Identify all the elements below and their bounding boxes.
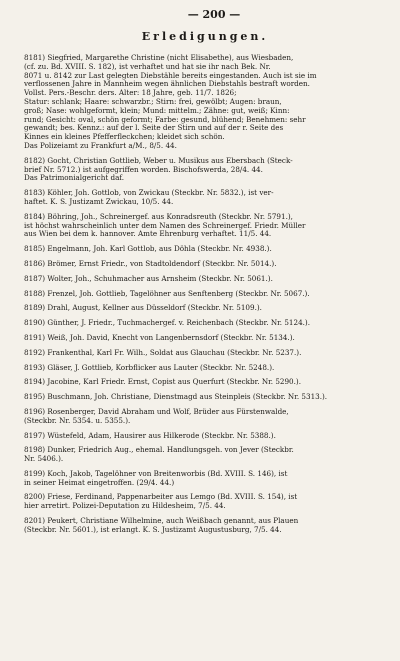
entry-line: verflossenen Jahre in Mannheim wegen ähnlichen Diebstahls bestraft worden.	[24, 80, 310, 89]
entry-line: 8188) Frenzel, Joh. Gottlieb, Tagelöhner aus Senftenberg (Steckbr. Nr. 5067.).	[24, 289, 310, 298]
entry-line: haftet. K. S. Justizamt Zwickau, 10/5. 44.	[24, 197, 174, 206]
entry-line: 8186) Brömer, Ernst Friedr., von Stadtoldendorf (Steckbr. Nr. 5014.).	[24, 259, 277, 268]
entry-line: 8190) Günther, J. Friedr., Tuchmachergef. v. Reichenbach (Steckbr. Nr. 5124.).	[24, 319, 311, 328]
entry-list	[24, 54, 386, 535]
entry-line: in seiner Heimat eingetroffen. (29/4. 44.)	[24, 478, 175, 487]
entry-item	[24, 432, 386, 441]
entry-item	[24, 393, 386, 402]
entry-line: 8194) Jacobine, Karl Friedr. Ernst, Copist aus Querfurt (Steckbr. Nr. 5290.).	[24, 378, 301, 387]
entry-line: ist höchst wahrscheinlich unter dem Namen des Schreinergef. Friedr. Müller	[24, 221, 306, 230]
entry-line: 8187) Wolter, Joh., Schuhmacher aus Arnsheim (Steckbr. Nr. 5061.).	[24, 274, 273, 283]
entry-line: 8189) Drahl, August, Kellner aus Düsseldorf (Steckbr. Nr. 5109.).	[24, 304, 262, 313]
entry-line: 8184) Böhring, Joh., Schreinergef. aus Konradsreuth (Steckbr. Nr. 5791.),	[24, 212, 293, 221]
entry-line: Nr. 5406.).	[24, 455, 64, 464]
entry-line: 8193) Gläser, J. Gottlieb, Korbflicker aus Lauter (Steckbr. Nr. 5248.).	[24, 363, 275, 372]
entry-item	[24, 245, 386, 254]
entry-line: 8071 u. 8142 zur Last gelegten Diebstähle bereits eingestanden. Auch ist sie im	[24, 71, 317, 80]
entry-line: 8199) Koch, Jakob, Tagelöhner von Breitenworbis (Bd. XVIII. S. 146), ist	[24, 469, 288, 478]
entry-line: Statur: schlank; Haare: schwarzbr.; Stirn: frei, gewölbt; Augen: braun,	[24, 97, 282, 106]
entry-line: gewandt; bes. Kennz.: auf der l. Seite der Stirn und auf der r. Seite des	[24, 124, 284, 133]
entry-line: Kinnes ein kleines Pfefferfleckchen; kleidet sich schön.	[24, 133, 225, 142]
entry-item	[24, 364, 386, 373]
entry-line: groß; Nase: wohlgeformt, klein; Mund: mittelm.; Zähne: gut, weiß; Kinn:	[24, 106, 290, 115]
entry-item	[24, 290, 386, 299]
entry-item	[24, 446, 386, 464]
entry-line: Vollst. Pers.-Beschr. ders. Alter: 18 Jahre, geb. 11/7. 1826;	[24, 89, 237, 98]
entry-line: 8183) Köhler, Joh. Gottlob, von Zwickau (Steckbr. Nr. 5832.), ist ver-	[24, 189, 274, 198]
entry-item	[24, 260, 386, 269]
entry-item	[24, 157, 386, 183]
entry-line: aus Wien bei dem k. hannover. Amte Ehrenburg verhaftet. 11/5. 44.	[24, 230, 272, 239]
entry-line: 8196) Rosenberger, David Abraham und Wolf, Brüder aus Fürstenwalde,	[24, 407, 289, 416]
entry-item	[24, 517, 386, 535]
entry-line: 8185) Engelmann, Joh. Karl Gottlob, aus Döhla (Steckbr. Nr. 4938.).	[24, 245, 272, 254]
entry-line: (Steckbr. Nr. 5354. u. 5355.).	[24, 416, 131, 425]
entry-item	[24, 213, 386, 239]
entry-item	[24, 319, 386, 328]
entry-line: Das Patrimonialgericht daf.	[24, 174, 125, 183]
entry-line: rund; Gesicht: oval, schön geformt; Farbe: gesund, blühend; Benehmen: sehr	[24, 115, 306, 124]
entry-line: 8181) Siegfried, Margarethe Christine (nicht Elisabethe), aus Wiesbaden,	[24, 54, 294, 62]
entry-line: 8182) Gocht, Christian Gottlieb, Weber u. Musikus aus Ebersbach (Steck-	[24, 156, 293, 165]
entry-item	[24, 54, 386, 151]
entry-item	[24, 378, 386, 387]
section-title: Erledigungen.	[141, 30, 269, 43]
entry-item	[24, 408, 386, 426]
entry-line: brief Nr. 5712.) ist aufgegriffen worden. Bischofswerda, 28/4. 44.	[24, 165, 263, 174]
entry-line: (Steckbr. Nr. 5601.), ist erlangt. K. S. Justizamt Augustusburg, 7/5. 44.	[24, 525, 282, 534]
page-number: — 200 —	[187, 8, 241, 21]
entry-line: 8200) Friese, Ferdinand, Pappenarbeiter aus Lemgo (Bd. XVIII. S. 154), ist	[24, 493, 298, 502]
entry-line: hier arretirt. Polizei-Deputation zu Hildesheim, 7/5. 44.	[24, 502, 226, 511]
entry-line: 8195) Buschmann, Joh. Christiane, Dienstmagd aus Steinpleis (Steckbr. Nr. 5313.).	[24, 393, 328, 402]
entry-line: 8191) Weiß, Joh. David, Knecht von Langenbernsdorf (Steckbr. Nr. 5134.).	[24, 333, 295, 342]
entry-line: 8198) Dunker, Friedrich Aug., ehemal. Handlungsgeh. von Jever (Steckbr.	[24, 446, 294, 455]
entry-line: (cf. zu. Bd. XVIII. S. 182), ist verhaftet und hat sie ihr nach Bek. Nr.	[24, 62, 271, 71]
entry-line: Das Polizeiamt zu Frankfurt a/M., 8/5. 44.	[24, 141, 177, 150]
entry-line: 8201) Peukert, Christiane Wilhelmine, auch Weißbach genannt, aus Plauen	[24, 517, 299, 526]
entry-item	[24, 275, 386, 284]
entry-item	[24, 493, 386, 511]
entry-item	[24, 334, 386, 343]
entry-line: 8192) Frankenthal, Karl Fr. Wilh., Soldat aus Glauchau (Steckbr. Nr. 5237.).	[24, 348, 302, 357]
entry-item	[24, 304, 386, 313]
entry-item	[24, 349, 386, 358]
entry-item	[24, 189, 386, 207]
entry-line: 8197) Wüstefeld, Adam, Hausirer aus Hilkerode (Steckbr. Nr. 5388.).	[24, 431, 276, 440]
entry-item	[24, 470, 386, 488]
